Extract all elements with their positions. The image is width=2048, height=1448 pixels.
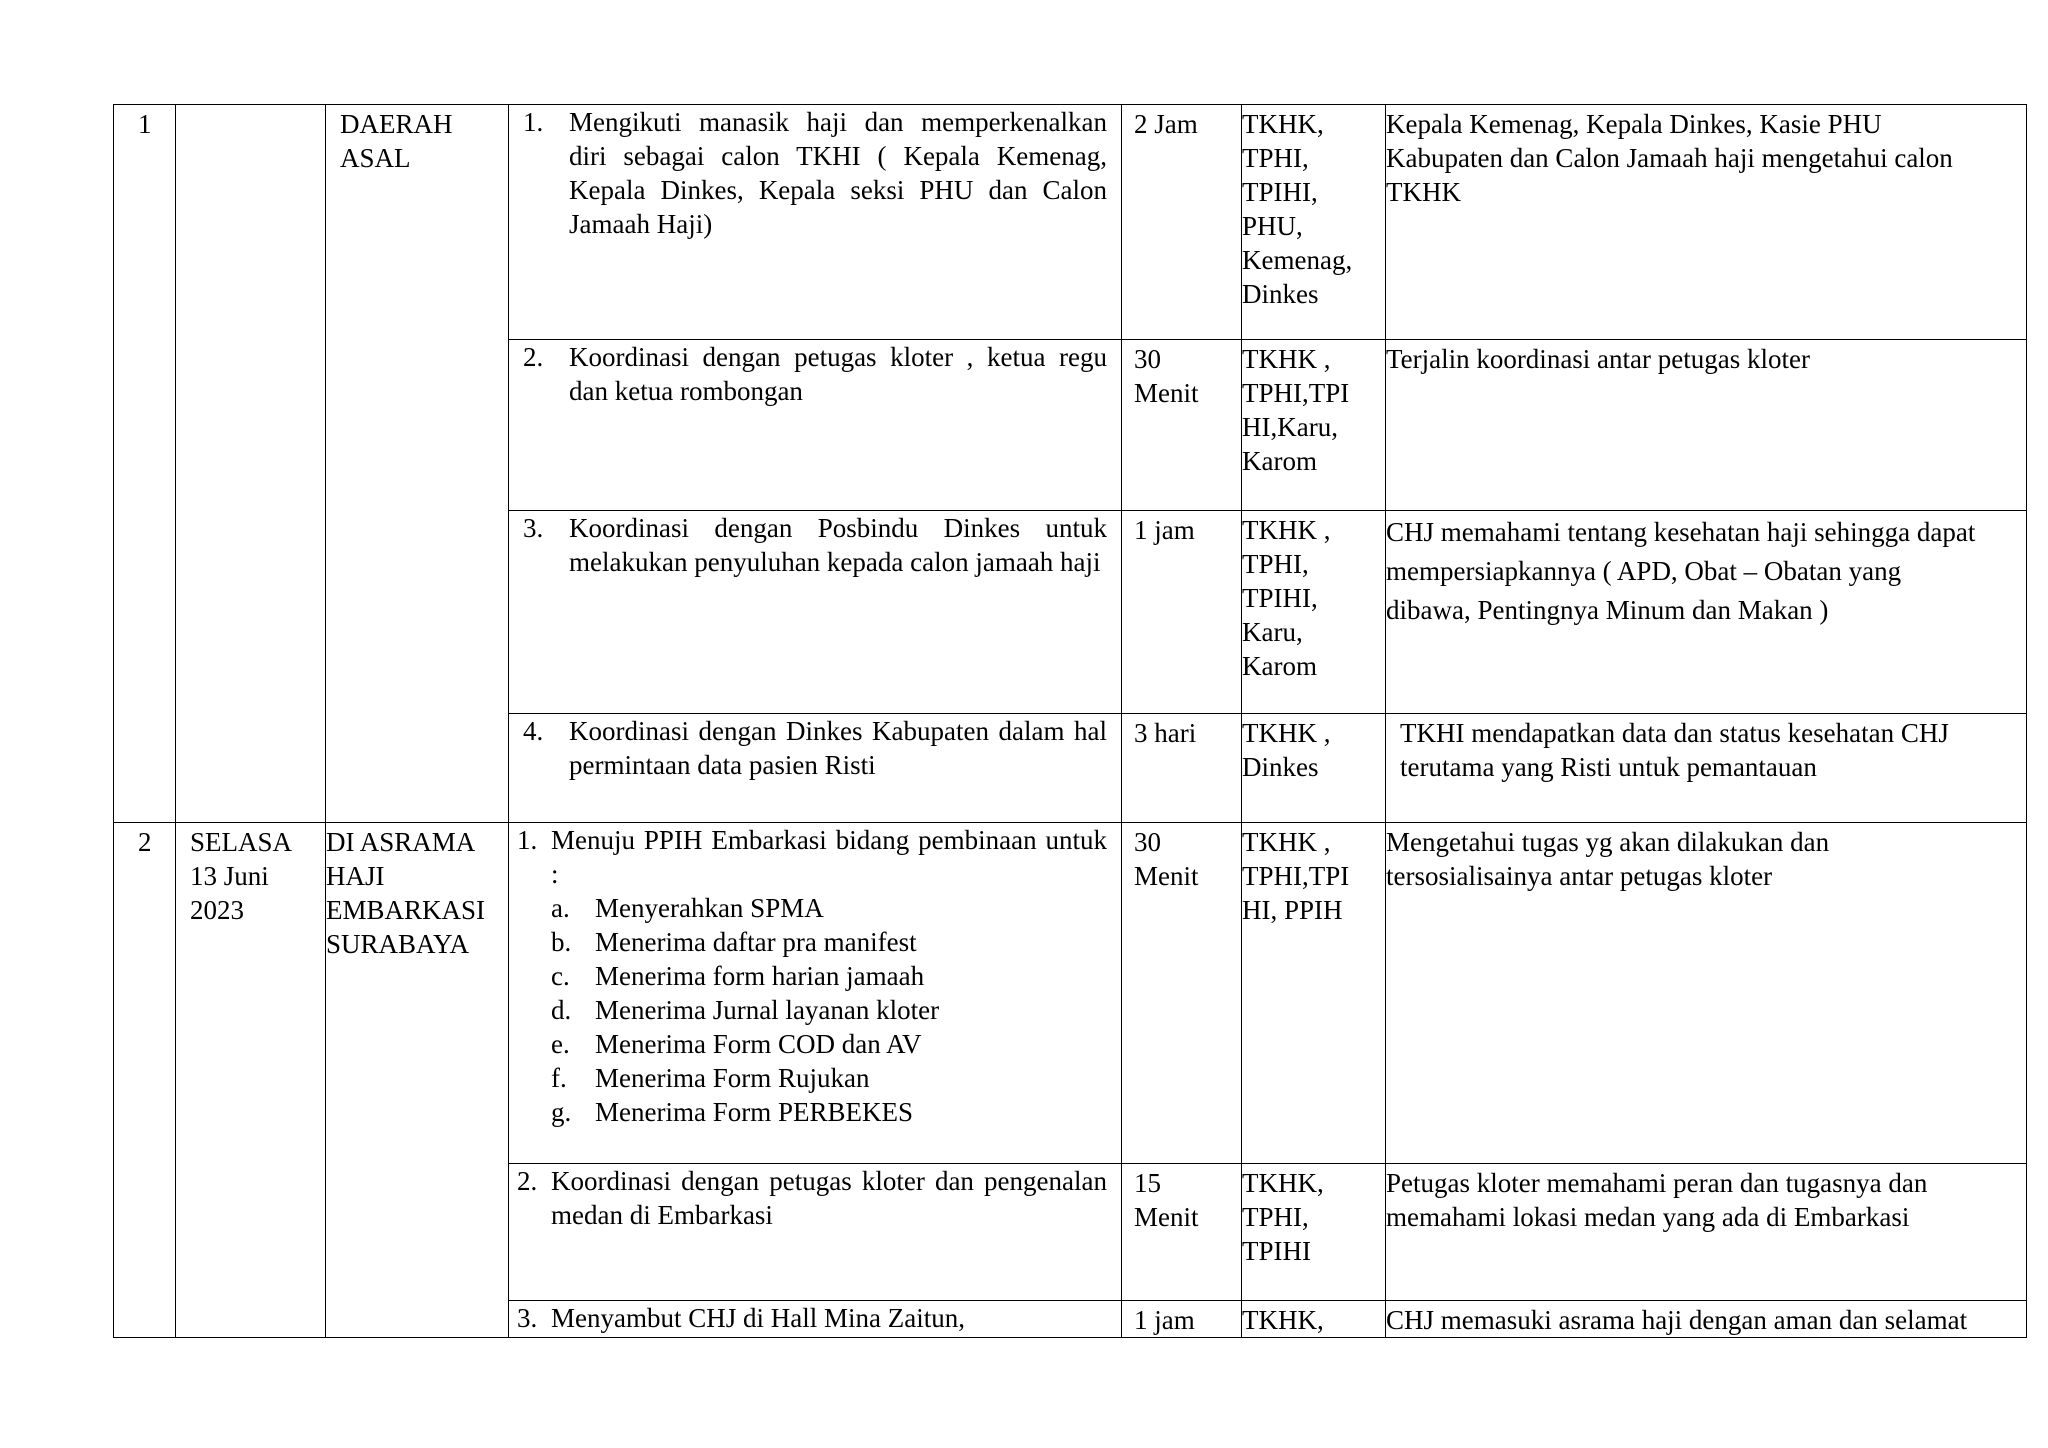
output-cell: CHJ memasuki asrama haji dengan aman dan selamat — [1386, 1301, 2027, 1338]
executor-cell: TKHK , Dinkes — [1242, 714, 1386, 823]
sub-item: g. Menerima Form PERBEKES — [551, 1097, 913, 1127]
output-cell: Mengetahui tugas yg akan dilakukan dan tersosialisainya antar petugas kloter — [1386, 823, 2027, 1164]
sub-item: d. Menerima Jurnal layanan kloter — [551, 995, 940, 1025]
executor-cell: TKHK , TPHI,TPI HI,Karu, Karom — [1242, 340, 1386, 511]
activity-cell — [509, 1301, 1122, 1338]
table-row — [114, 823, 2027, 1164]
sub-item: e. Menerima Form COD dan AV — [551, 1029, 922, 1059]
activity-item: 3. Menyambut CHJ di Hall Mina Zaitun, — [517, 1303, 965, 1333]
location-cell: DAERAH ASAL — [326, 105, 509, 823]
schedule-table — [113, 104, 2027, 1338]
duration-cell: 1 jam — [1122, 1301, 1242, 1338]
row-number: 1 — [114, 105, 176, 823]
executor-cell: TKHK , TPHI,TPI HI, PPIH — [1242, 823, 1386, 1164]
activity-cell — [509, 714, 1122, 823]
duration-cell: 3 hari — [1122, 714, 1242, 823]
duration-cell: 1 jam — [1122, 511, 1242, 714]
table-row — [114, 105, 2027, 340]
activity-item: 3. Koordinasi dengan Posbindu Dinkes untuk melakukan penyuluhan kepada calon jamaah haji — [523, 513, 1107, 577]
output-cell: Terjalin koordinasi antar petugas kloter — [1386, 340, 2027, 511]
activity-item: 1. Menuju PPIH Embarkasi bidang pembinaan untuk : a. Menyerahkan SPMA b. Menerima daftar pra manifest c. Menerima form harian jamaah d. Menerima Jurnal layanan kloter e. Menerima Form COD dan AV f. Menerima Form Rujukan g. Menerima Form PERBEKES — [517, 825, 1107, 1127]
activity-item: 2. Koordinasi dengan petugas kloter dan pengenalan medan di Embarkasi — [517, 1166, 1107, 1230]
activity-cell — [509, 340, 1122, 511]
day-date-cell — [176, 105, 326, 823]
sub-item: b. Menerima daftar pra manifest — [551, 927, 917, 957]
output-cell: TKHI mendapatkan data dan status kesehatan CHJ terutama yang Risti untuk pemantauan — [1386, 714, 2027, 823]
duration-cell: 30 Menit — [1122, 340, 1242, 511]
executor-cell: TKHK, TPHI, TPIHI, PHU, Kemenag, Dinkes — [1242, 105, 1386, 340]
executor-cell: TKHK, TPHI, TPIHI — [1242, 1164, 1386, 1301]
executor-cell: TKHK, — [1242, 1301, 1386, 1338]
activity-cell — [509, 511, 1122, 714]
activity-cell — [509, 105, 1122, 340]
duration-cell: 2 Jam — [1122, 105, 1242, 340]
activity-item: 2. Koordinasi dengan petugas kloter , ketua regu dan ketua rombongan — [523, 342, 1107, 406]
activity-cell — [509, 823, 1122, 1164]
executor-cell: TKHK , TPHI, TPIHI, Karu, Karom — [1242, 511, 1386, 714]
sub-item: c. Menerima form harian jamaah — [551, 961, 925, 991]
sub-item: f. Menerima Form Rujukan — [551, 1063, 870, 1093]
sub-item: a. Menyerahkan SPMA — [551, 893, 824, 923]
activity-cell — [509, 1164, 1122, 1301]
day-date-cell: SELASA 13 Juni 2023 — [176, 823, 326, 1338]
output-cell: CHJ memahami tentang kesehatan haji sehingga dapat mempersiapkannya ( APD, Obat – Obatan yang dibawa, Pentingnya Minum dan Makan ) — [1386, 511, 2027, 714]
duration-cell: 30 Menit — [1122, 823, 1242, 1164]
location-cell: DI ASRAMA HAJI EMBARKASI SURABAYA — [326, 823, 509, 1338]
activity-item: 1. Mengikuti manasik haji dan memperkenalkan diri sebagai calon TKHI ( Kepala Kemenag, Kepala Dinkes, Kepala seksi PHU dan Calon Jamaah Haji) — [523, 107, 1107, 239]
duration-cell: 15 Menit — [1122, 1164, 1242, 1301]
row-number: 2 — [114, 823, 176, 1338]
output-cell: Kepala Kemenag, Kepala Dinkes, Kasie PHU Kabupaten dan Calon Jamaah haji mengetahui calon TKHK — [1386, 105, 2027, 340]
output-cell: Petugas kloter memahami peran dan tugasnya dan memahami lokasi medan yang ada di Embarkasi — [1386, 1164, 2027, 1301]
activity-item: 4. Koordinasi dengan Dinkes Kabupaten dalam hal permintaan data pasien Risti — [523, 716, 1107, 780]
